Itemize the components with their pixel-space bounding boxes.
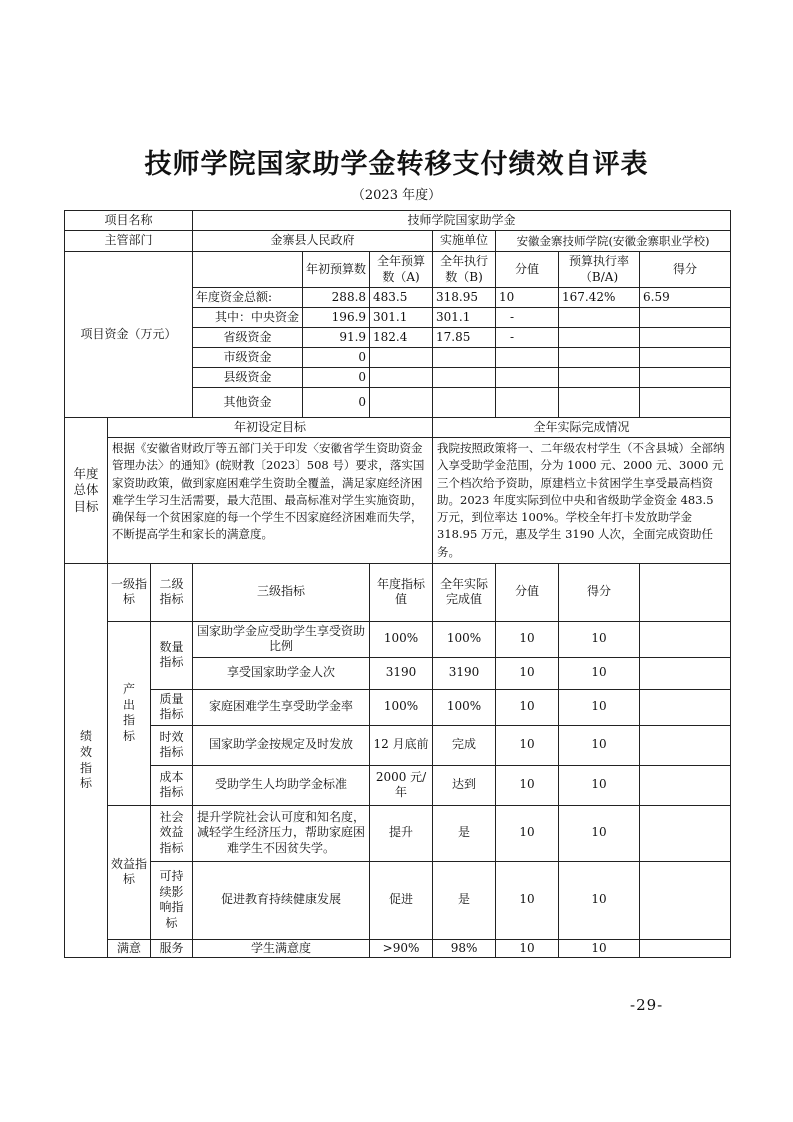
- ind-weight: 10: [496, 765, 559, 805]
- ind-blank: [640, 861, 731, 939]
- funds-row-annual: [370, 348, 433, 368]
- dept-value: 金寨县人民政府: [193, 231, 433, 252]
- ind-actual: 98%: [433, 939, 496, 958]
- funds-row-executed: 301.1: [433, 308, 496, 328]
- goals-actual-header: 全年实际完成情况: [433, 418, 731, 438]
- ind-blank: [640, 621, 731, 657]
- satisfaction-label: 满意: [108, 939, 151, 958]
- page-number: -29-: [630, 996, 664, 1014]
- ind-blank: [640, 657, 731, 689]
- ind-level2: 数量指标: [151, 621, 193, 689]
- indicator-row: [65, 765, 731, 805]
- ind-level3: 提升学院社会认可度和知名度，减轻学生经济压力，帮助家庭困难学生不因贫失学。: [193, 805, 370, 861]
- funds-row-initial: 288.8: [303, 288, 370, 308]
- ind-target: 3190: [370, 657, 433, 689]
- funds-row-annual: 182.4: [370, 328, 433, 348]
- indicator-row: [65, 689, 731, 725]
- funds-row-initial: 0: [303, 348, 370, 368]
- funds-row-label: 其他资金: [193, 388, 303, 418]
- goals-target-text: 根据《安徽省财政厅等五部门关于印发〈安徽省学生资助资金管理办法〉的通知》(皖财教〔2023〕508 号）要求，落实国家资助政策，做到家庭困难学生资助全覆盖，满足家庭经济困难学生学习生活需要，最大范围、最高标准对学生实施资助，确保每一个贫困家庭的每一个学生不因家庭经济困难而失学，不断提高学生和家长的满意度。: [108, 438, 433, 564]
- ind-target: 促进: [370, 861, 433, 939]
- funds-row-rate: 167.42%: [559, 288, 640, 308]
- ind-level3: 促进教育持续健康发展: [193, 861, 370, 939]
- ind-score: 10: [559, 765, 640, 805]
- ind-score: 10: [559, 725, 640, 765]
- funds-row-weight: [496, 348, 559, 368]
- funds-row-score: [640, 388, 731, 418]
- ind-blank: [640, 725, 731, 765]
- funds-row-label: 市级资金: [193, 348, 303, 368]
- ind-level3: 家庭困难学生享受助学金率: [193, 689, 370, 725]
- ind-level3: 受助学生人均助学金标准: [193, 765, 370, 805]
- project-name-value: 技师学院国家助学金: [193, 211, 731, 231]
- ind-actual: 完成: [433, 725, 496, 765]
- ind-target: 12 月底前: [370, 725, 433, 765]
- ind-blank: [640, 805, 731, 861]
- funds-row-label: 其中：中央资金: [193, 308, 303, 328]
- ind-weight: 10: [496, 657, 559, 689]
- indicator-row: [65, 725, 731, 765]
- funds-row-score: [640, 368, 731, 388]
- indicator-row: [65, 621, 731, 657]
- ind-actual: 100%: [433, 689, 496, 725]
- funds-header-executed: 全年执行数（B): [433, 252, 496, 288]
- funds-row-rate: [559, 328, 640, 348]
- project-name-label: 项目名称: [65, 211, 193, 231]
- funds-row-executed: [433, 368, 496, 388]
- funds-row-label: 年度资金总额:: [193, 288, 303, 308]
- funds-row-rate: [559, 388, 640, 418]
- ind-target: >90%: [370, 939, 433, 958]
- ind-header-actual: 全年实际完成值: [433, 563, 496, 621]
- evaluation-table: [64, 210, 731, 958]
- ind-header-level2: 二级指标: [151, 563, 193, 621]
- ind-actual: 100%: [433, 621, 496, 657]
- ind-score: 10: [559, 939, 640, 958]
- funds-row-weight: 10: [496, 288, 559, 308]
- ind-level3: 国家助学金应受助学生享受资助比例: [193, 621, 370, 657]
- indicator-row: [65, 861, 731, 939]
- ind-header-target: 年度指标值: [370, 563, 433, 621]
- funds-row-score: 6.59: [640, 288, 731, 308]
- funds-header-rate: 预算执行率（B/A): [559, 252, 640, 288]
- goals-label: 年度总体目标: [65, 418, 108, 564]
- ind-score: 10: [559, 657, 640, 689]
- funds-label: 项目资金（万元）: [65, 252, 193, 418]
- funds-row-executed: [433, 348, 496, 368]
- indicator-row: [65, 939, 731, 958]
- ind-header-level1: 一级指标: [108, 563, 151, 621]
- ind-weight: 10: [496, 725, 559, 765]
- funds-row-score: [640, 348, 731, 368]
- funds-row-initial: 196.9: [303, 308, 370, 328]
- ind-score: 10: [559, 805, 640, 861]
- ind-score: 10: [559, 861, 640, 939]
- document-title: 技师学院国家助学金转移支付绩效自评表: [144, 149, 649, 180]
- funds-row-executed: 318.95: [433, 288, 496, 308]
- ind-actual: 是: [433, 805, 496, 861]
- funds-row-initial: 0: [303, 388, 370, 418]
- ind-level2: 质量指标: [151, 689, 193, 725]
- ind-blank: [640, 689, 731, 725]
- funds-row-weight: -: [496, 328, 559, 348]
- indicators-label: 绩效指标: [65, 563, 108, 958]
- impl-label: 实施单位: [433, 231, 496, 252]
- ind-target: 100%: [370, 689, 433, 725]
- ind-level2: 服务: [151, 939, 193, 958]
- funds-header-blank: [193, 252, 303, 288]
- ind-blank: [640, 939, 731, 958]
- ind-level2: 社会效益指标: [151, 805, 193, 861]
- ind-actual: 3190: [433, 657, 496, 689]
- funds-row-score: [640, 308, 731, 328]
- goals-target-header: 年初设定目标: [108, 418, 433, 438]
- funds-row-rate: [559, 368, 640, 388]
- funds-row-label: 县级资金: [193, 368, 303, 388]
- ind-score: 10: [559, 621, 640, 657]
- ind-level2: 可持续影响指标: [151, 861, 193, 939]
- funds-row-annual: [370, 388, 433, 418]
- funds-row-executed: [433, 388, 496, 418]
- funds-header-score: 得分: [640, 252, 731, 288]
- ind-actual: 达到: [433, 765, 496, 805]
- goals-actual-text: 我院按照政策将一、二年级农村学生（不含县城）全部纳入享受助学金范围，分为 1000 元、2000 元、3000 元三个档次给予资助，原建档立卡贫困学生享受最高档资助。2023 年度实际到位中央和省级助学金资金 483.5 万元，到位率达 100%。学校全年打卡发放助学金 318.95 万元，惠及学生 3190 人次，全面完成资助任务。: [433, 438, 731, 564]
- funds-row-annual: [370, 368, 433, 388]
- funds-row-annual: 301.1: [370, 308, 433, 328]
- indicator-row: [65, 805, 731, 861]
- ind-header-weight: 分值: [496, 563, 559, 621]
- output-label: 产出指标: [108, 621, 151, 805]
- dept-label: 主管部门: [65, 231, 193, 252]
- funds-row-initial: 91.9: [303, 328, 370, 348]
- funds-row-weight: [496, 368, 559, 388]
- ind-weight: 10: [496, 805, 559, 861]
- ind-target: 100%: [370, 621, 433, 657]
- funds-header-annual: 全年预算数（A): [370, 252, 433, 288]
- funds-row-rate: [559, 308, 640, 328]
- ind-blank: [640, 765, 731, 805]
- ind-header-score: 得分: [559, 563, 640, 621]
- ind-score: 10: [559, 689, 640, 725]
- funds-row-initial: 0: [303, 368, 370, 388]
- funds-row-label: 省级资金: [193, 328, 303, 348]
- impl-value: 安徽金寨技师学院(安徽金寨职业学校): [496, 231, 731, 252]
- ind-actual: 是: [433, 861, 496, 939]
- ind-level3: 享受国家助学金人次: [193, 657, 370, 689]
- ind-header-level3: 三级指标: [193, 563, 370, 621]
- effect-label: 效益指标: [108, 805, 151, 939]
- funds-row-executed: 17.85: [433, 328, 496, 348]
- funds-row-rate: [559, 348, 640, 368]
- ind-weight: 10: [496, 621, 559, 657]
- ind-target: 2000 元/年: [370, 765, 433, 805]
- ind-weight: 10: [496, 861, 559, 939]
- funds-row-score: [640, 328, 731, 348]
- funds-header-initial: 年初预算数: [303, 252, 370, 288]
- document-year: （2023 年度）: [351, 188, 442, 203]
- ind-level3: 国家助学金按规定及时发放: [193, 725, 370, 765]
- funds-row-weight: [496, 388, 559, 418]
- ind-level2: 成本指标: [151, 765, 193, 805]
- funds-row-annual: 483.5: [370, 288, 433, 308]
- ind-level3: 学生满意度: [193, 939, 370, 958]
- ind-weight: 10: [496, 689, 559, 725]
- funds-header-weight: 分值: [496, 252, 559, 288]
- funds-row-weight: -: [496, 308, 559, 328]
- ind-level2: 时效指标: [151, 725, 193, 765]
- ind-header-blank: [640, 563, 731, 621]
- ind-target: 提升: [370, 805, 433, 861]
- ind-weight: 10: [496, 939, 559, 958]
